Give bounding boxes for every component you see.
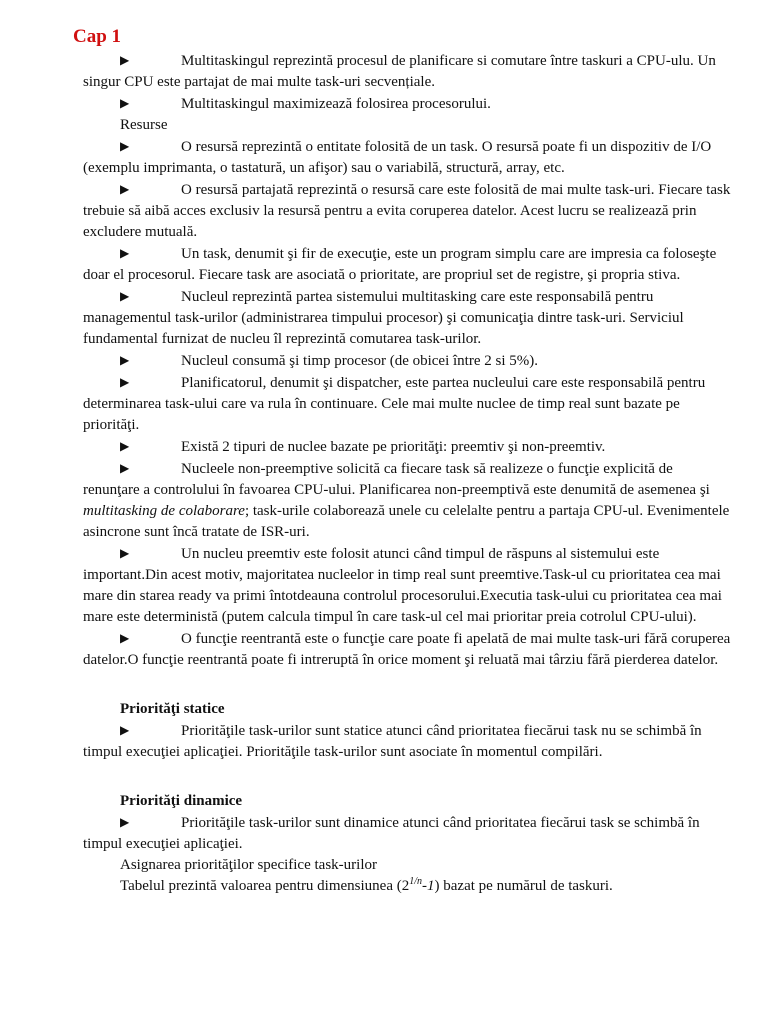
list-item-text: ; task-urile colaborează unele cu celelalte pentru a partaja CPU-ul. Evenimentele asincrone sunt încă tratate de ISR-uri. [83,503,730,540]
list-item-text: Nucleul consumă şi timp procesor (de obicei între 2 si 5%). [181,353,538,369]
document-body [83,50,733,897]
list-item [83,372,733,436]
list-item-text: Priorităţile task-urilor sunt dinamice atunci când prioritatea fiecărui task se schimbă în timpul execuţiei aplicaţiei. [83,815,700,852]
list-item-text: Priorităţile task-urilor sunt statice atunci când prioritatea fiecărui task nu se schimbă în timpul execuţiei aplicaţiei. Priorităţile task-urilor sunt asociate în momentul compilări. [83,723,702,760]
assign-line: Asignarea priorităţilor specifice task-urilor [120,857,377,873]
list-item-text: Există 2 tipuri de nuclee bazate pe priorităţi: preemtiv şi non-preemtiv. [181,439,606,455]
table-line-text: Tabelul prezintă valoarea pentru dimensiunea (2 [120,878,410,894]
triangle-right-bullet-icon: ▶ [120,375,130,389]
list-item [83,812,733,855]
list-item [83,458,733,543]
formula-part: -1 [422,878,435,894]
list-item [83,720,733,763]
list-item [83,50,733,93]
list-item-text: Multitaskingul reprezintă procesul de planificare si comutare între taskuri a CPU-ulu. Un singur CPU este partajat de mai multe task-uri secvențiale. [83,53,716,90]
list-item-text: Nucleele non-preemptive solicită ca fiecare task să realizeze o funcţie explicită de renunţare a controlului în favoarea CPU-ului. Planificarea non-preemptivă este denumită de asemenea şi [83,461,710,498]
triangle-right-bullet-icon: ▶ [120,439,130,453]
list-item-text: Un task, denumit şi fir de execuţie, este un program simplu care are impresia ca foloseşte doar el procesorul. Fiecare task are asociată o prioritate, are propriul set de registre, şi propria stiva. [83,246,717,283]
list-item-text: O funcţie reentrantă este o funcţie care poate fi apelată de mai multe task-uri fără coruperea datelor.O funcţie reentrantă poate fi intreruptă în orice moment şi reluată mai târziu fără pierderea datelor. [83,631,731,668]
static-priorities-heading: Priorităţi statice [120,701,225,717]
triangle-right-bullet-icon: ▶ [120,631,130,645]
triangle-right-bullet-icon: ▶ [120,353,130,367]
triangle-right-bullet-icon: ▶ [120,723,130,737]
triangle-right-bullet-icon: ▶ [120,289,130,303]
triangle-right-bullet-icon: ▶ [120,815,130,829]
triangle-right-bullet-icon: ▶ [120,546,130,560]
list-item-text: O resursă partajată reprezintă o resursă care este folosită de mai multe task-uri. Fiecare task trebuie să aibă acces exclusiv la resursă pentru a evita coruperea datelor. Acest lucru se realizează prin excludere mutuală. [83,182,731,240]
list-item [83,286,733,350]
list-item [83,436,733,458]
list-item-text: O resursă reprezintă o entitate folosită de un task. O resursă poate fi un dispozitiv de I/O (exemplu imprimanta, o tastatură, un afişor) sau o variabilă, structură, array, etc. [83,139,712,176]
dynamic-priorities-heading: Priorităţi dinamice [120,793,243,809]
triangle-right-bullet-icon: ▶ [120,53,130,67]
list-item-text: Planificatorul, denumit şi dispatcher, este partea nucleului care este responsabilă pentru determinarea task-ului care va rula în continuare. Cele mai multe nuclee de timp real sunt bazate pe priorităţi. [83,375,706,433]
list-item [83,179,733,243]
list-item [83,136,733,179]
list-item [83,93,733,115]
resources-label: Resurse [120,117,168,133]
list-item-text: Multitaskingul maximizează folosirea procesorului. [181,96,491,112]
triangle-right-bullet-icon: ▶ [120,246,130,260]
table-line [83,876,733,897]
triangle-right-bullet-icon: ▶ [120,182,130,196]
triangle-right-bullet-icon: ▶ [120,139,130,153]
list-item [83,543,733,628]
table-line-text: ) bazat pe numărul de taskuri. [434,878,613,894]
triangle-right-bullet-icon: ▶ [120,461,130,475]
list-item [83,243,733,286]
chapter-title: Cap 1 [73,26,122,47]
list-item-text: Un nucleu preemtiv este folosit atunci când timpul de răspuns al sistemului este important.Din acest motiv, majoritatea nucleelor in timp real sunt preemtive.Task-ul cu prioritatea cea mai mare din starea ready va primi întotdeauna controlul procesorului.Executia task-ului cu prioritatea cea mai mare este deterministă (putem calcula timpul în care task-ul cel mai prioritar preia cotrolul CPU-ului). [83,546,722,625]
exponent: 1/n [409,876,423,887]
italic-term: multitasking de colaborare [83,503,245,519]
triangle-right-bullet-icon: ▶ [120,96,130,110]
list-item [83,350,733,372]
list-item-text: Nucleul reprezintă partea sistemului multitasking care este responsabilă pentru managementul task-urilor (administrarea timpului procesor) şi comunicaţia dintre task-uri. Serviciul fundamental furnizat de nucleu îl reprezintă comutarea task-urilor. [83,289,684,347]
list-item [83,628,733,671]
